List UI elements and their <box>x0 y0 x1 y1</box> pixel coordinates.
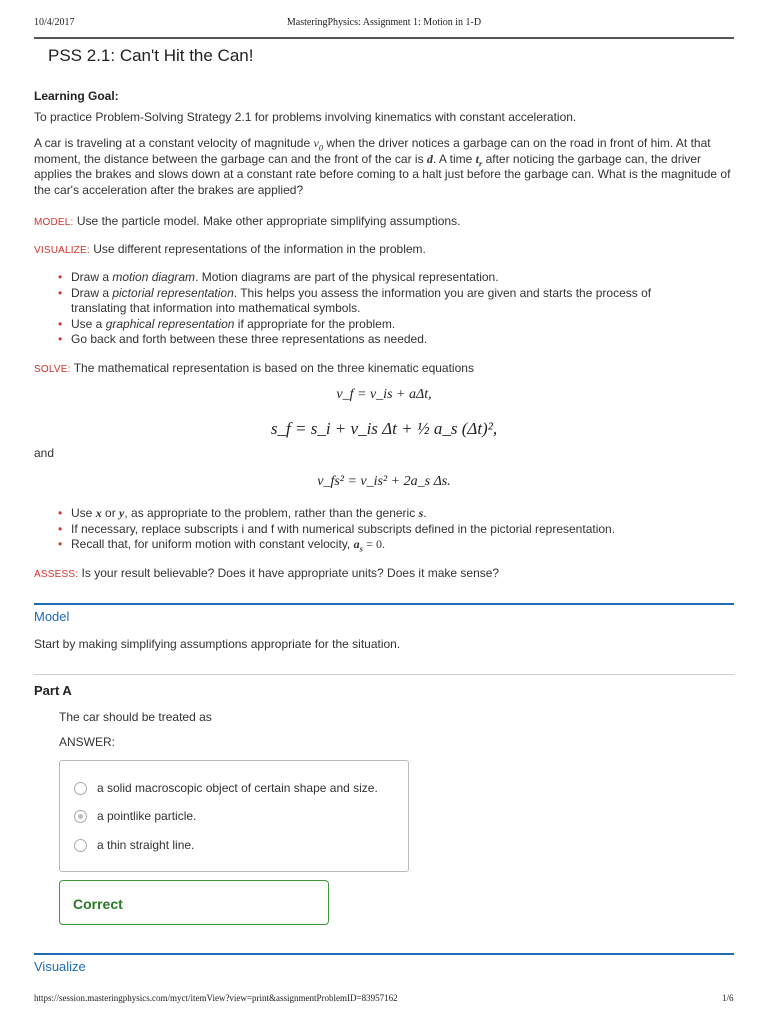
list-item: • Recall that, for uniform motion with constant velocity, $a_s = 0$. <box>58 537 718 553</box>
result-correct: Correct <box>73 896 123 912</box>
model-section-title[interactable]: Model <box>34 609 70 624</box>
footer-url: https://session.masteringphysics.com/myct/itemView?view=print&assignmentProblemID=83957162 <box>34 993 398 1003</box>
assess-label: ASSESS: <box>34 569 79 580</box>
radio-button-selected[interactable] <box>74 810 87 823</box>
solve-hint: SOLVE: The mathematical representation is based on the three kinematic equations <box>34 361 474 375</box>
header-divider <box>34 37 734 39</box>
solve-bullets <box>58 506 718 553</box>
option-macroscopic-object[interactable]: a solid macroscopic object of certain shape and size. <box>74 781 378 795</box>
option-straight-line[interactable]: a thin straight line. <box>74 838 194 852</box>
equation-3: v_fs² = v_is² + 2a_s Δs. <box>317 474 451 489</box>
answer-label: ANSWER: <box>59 735 116 749</box>
radio-button[interactable] <box>74 839 87 852</box>
list-item: • Draw a motion diagram. Motion diagrams are part of the physical representation. <box>58 270 698 286</box>
visualize-section-title[interactable]: Visualize <box>34 959 86 974</box>
var-v0: $v_0$ <box>313 136 324 153</box>
model-section-text: Start by making simplifying assumptions appropriate for the situation. <box>34 637 401 651</box>
list-item: • Use a graphical representation if appropriate for the problem. <box>58 317 698 333</box>
learning-goal-heading: Learning Goal: <box>34 89 119 103</box>
learning-goal-text: To practice Problem-Solving Strategy 2.1 for problems involving kinematics with constant acceleration. <box>34 110 577 124</box>
document-title: MasteringPhysics: Assignment 1: Motion in 1-D <box>286 17 482 28</box>
visualize-hint: VISUALIZE: Use different representations of the information in the problem. <box>34 242 426 256</box>
answer-options-box <box>59 760 409 872</box>
list-item: • If necessary, replace subscripts i and f with numerical subscripts defined in the pictorial representation. <box>58 522 718 538</box>
problem-statement: A car is traveling at a constant velocity of magnitude $v_0$ when the driver notices a garbage can on the road in front of him. At that moment, the distance between the garbage can and the front of the car is d. A time $t_r$ after noticing the garbage can, the driver applies the brakes and slows down at a constant rate before coming to a halt just before the garbage can. What is the magnitude of the car's acceleration after the brakes are applied? <box>34 136 731 197</box>
equation-2: s_f = s_i + v_is Δt + ½ a_s (Δt)², <box>270 419 498 438</box>
model-hint: MODEL: Use the particle model. Make other appropriate simplifying assumptions. <box>34 214 461 228</box>
model-label: MODEL: <box>34 217 74 228</box>
part-divider <box>34 674 734 675</box>
page-number: 1/6 <box>722 993 734 1003</box>
equation-1: v_f = v_is + aΔt, <box>336 387 432 402</box>
part-a-title: Part A <box>34 683 72 698</box>
visualize-bullets <box>58 270 698 348</box>
list-item: • Draw a pictorial representation. This helps you assess the information you are given and starts the process of translating that information into mathematical symbols. <box>58 286 698 317</box>
assess-hint: ASSESS: Is your result believable? Does it have appropriate units? Does it make sense? <box>34 566 500 580</box>
var-tr: $t_r$ <box>475 151 483 168</box>
radio-button[interactable] <box>74 782 87 795</box>
list-item: • Go back and forth between these three representations as needed. <box>58 332 698 348</box>
solve-label: SOLVE: <box>34 364 71 375</box>
var-d: d <box>426 151 433 166</box>
result-box <box>59 880 329 925</box>
page-title: PSS 2.1: Can't Hit the Can! <box>48 46 254 65</box>
option-pointlike-particle[interactable]: a pointlike particle. <box>74 809 196 823</box>
part-a-question: The car should be treated as <box>59 710 212 724</box>
print-date: 10/4/2017 <box>34 17 75 28</box>
and-text: and <box>34 446 55 460</box>
visualize-label: VISUALIZE: <box>34 245 90 256</box>
list-item: • Use x or y, as appropriate to the problem, rather than the generic s. <box>58 506 718 522</box>
visualize-section-divider <box>34 953 734 955</box>
model-section-divider <box>34 603 734 605</box>
